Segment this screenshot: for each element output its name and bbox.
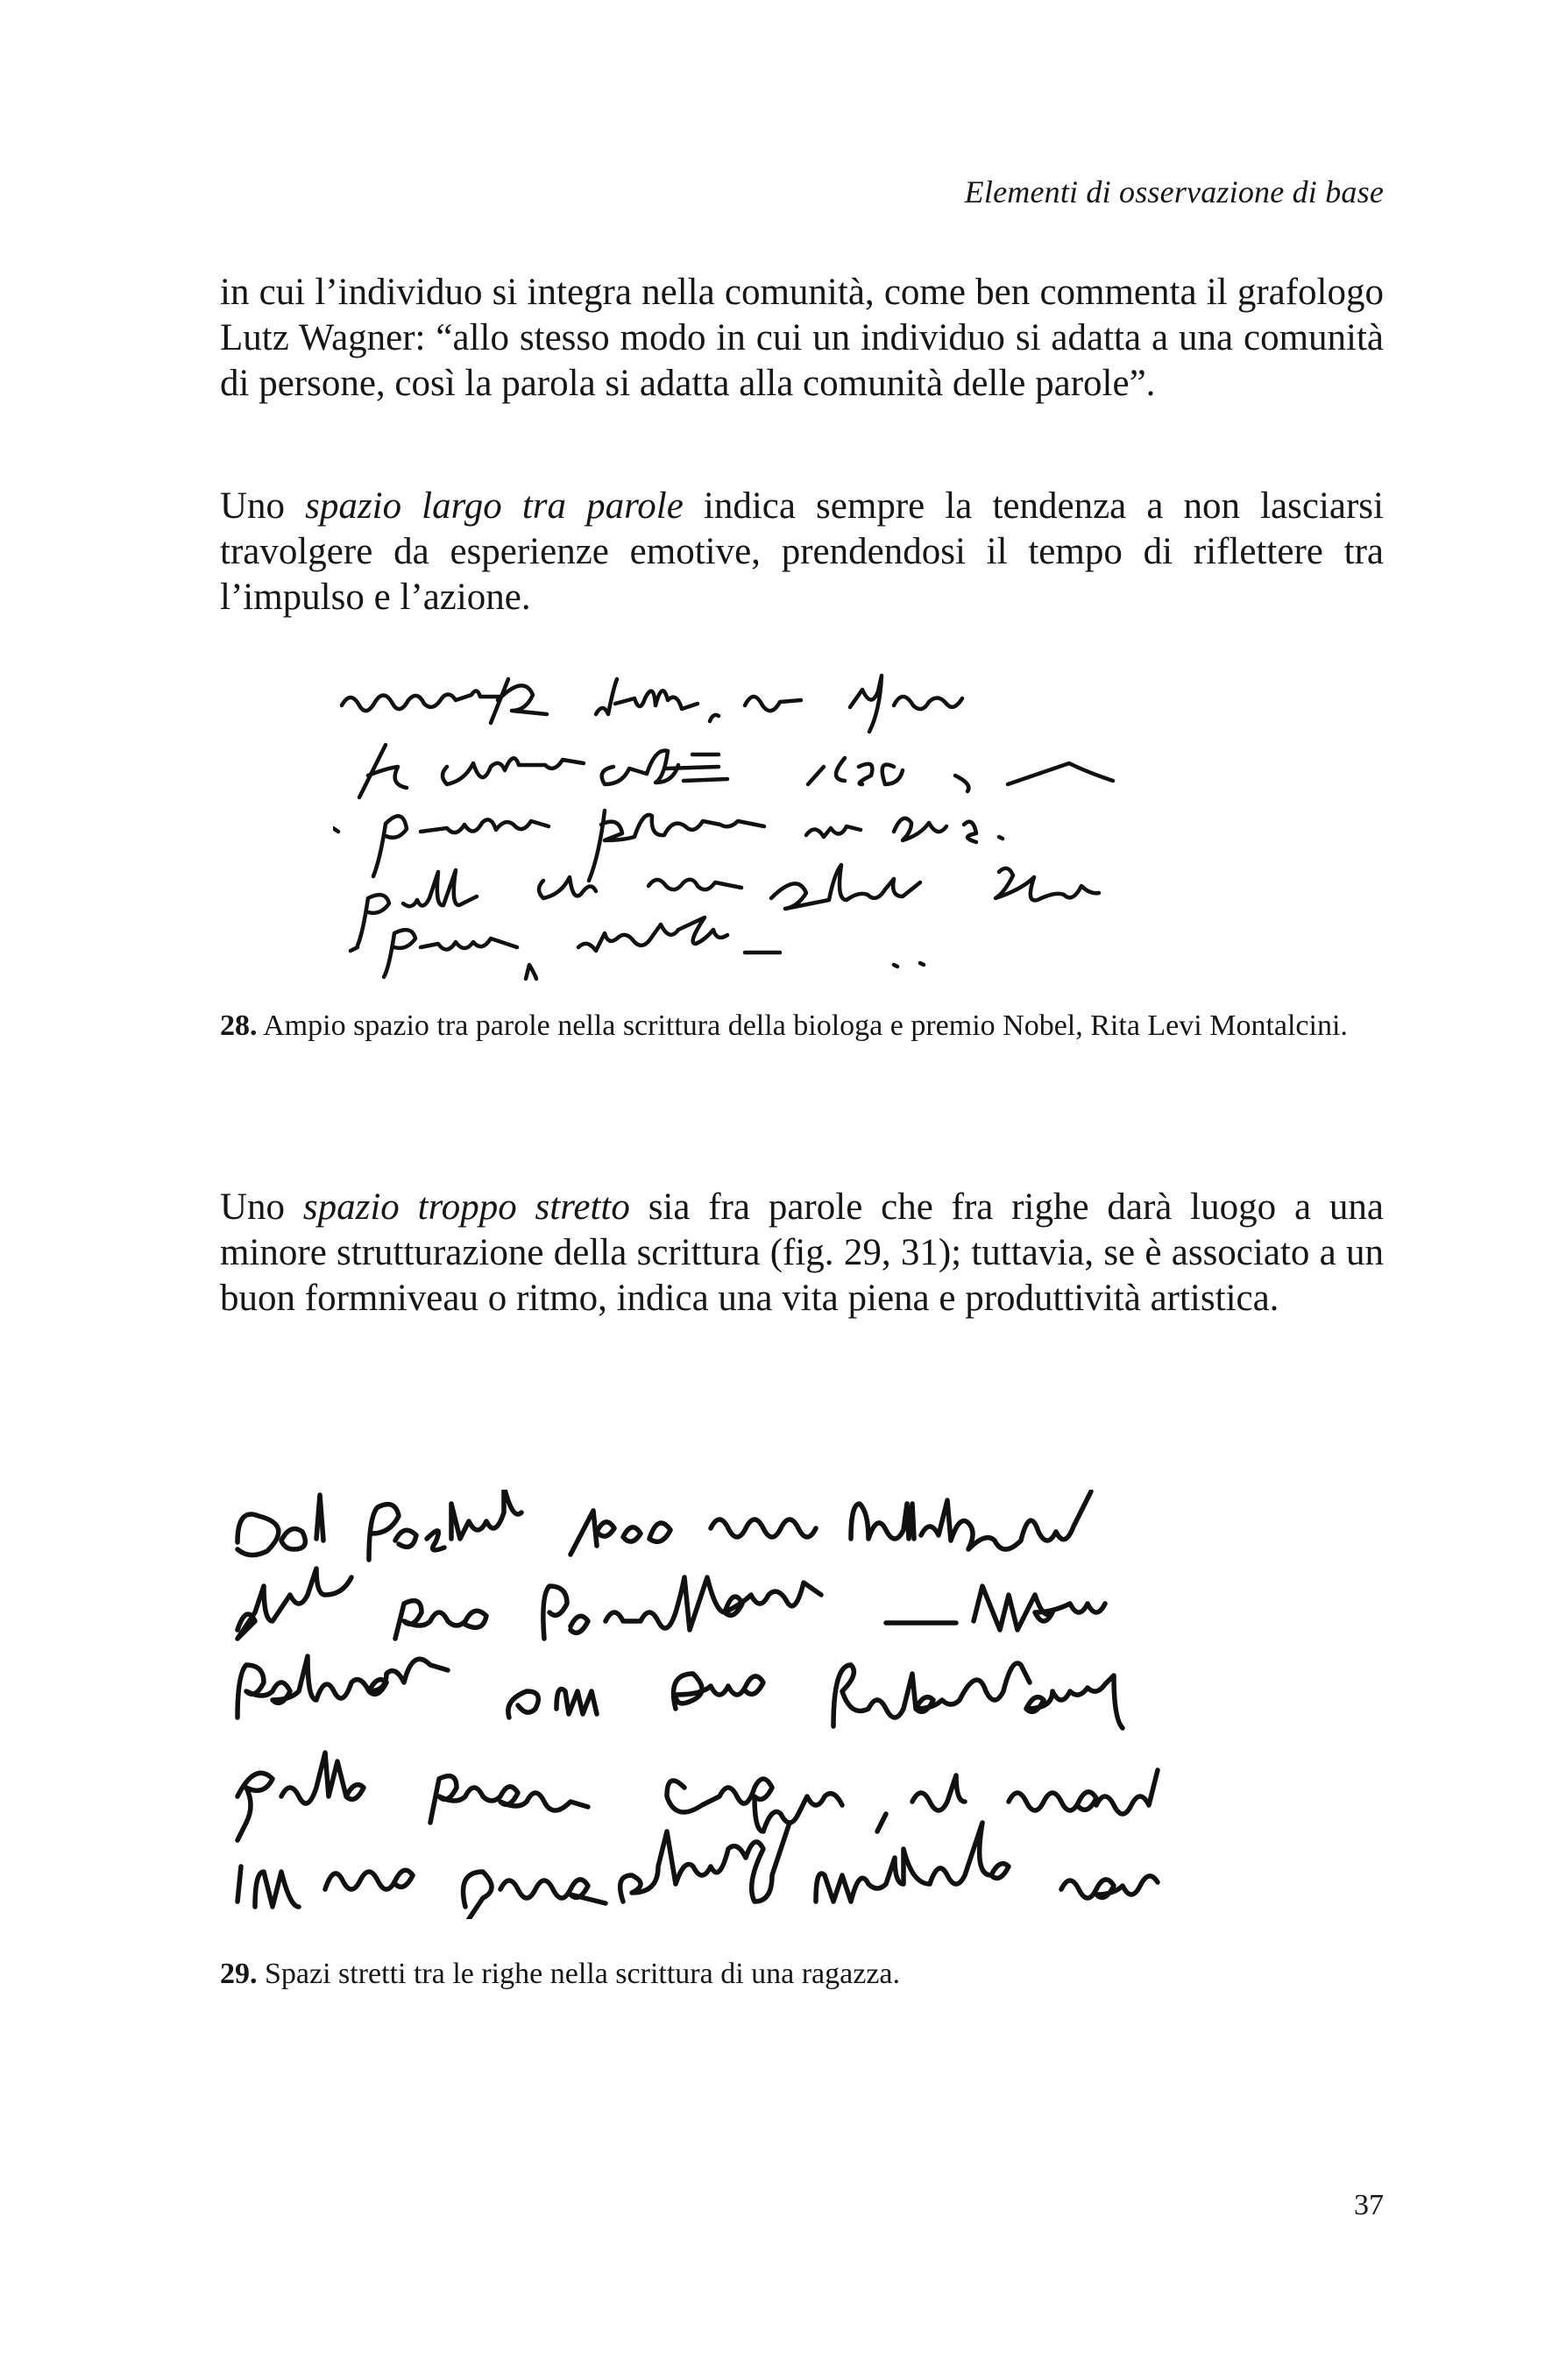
figure-29-caption [220, 1956, 1385, 1993]
figure-29-number: 29. [220, 1958, 258, 1990]
figure-28-number: 28. [220, 1009, 258, 1042]
running-head: Elementi di osservazione di base [964, 174, 1384, 209]
figure-28-caption [220, 1008, 1385, 1045]
emphasized-term: spazio troppo stretto [302, 1186, 630, 1228]
text-run: in cui l’individuo si integra nella comunità, come ben commenta il grafologo Lutz Wagner: “allo stesso modo in cui un individuo si adatta a una comunità di persone, così la parola si adatta alla comunità delle parole”. [220, 272, 1384, 404]
figure-28-text: Ampio spazio tra parole nella scrittura della biologa e premio Nobel, Rita Levi Montalcini. [257, 1009, 1348, 1042]
paragraph-2 [220, 484, 1384, 620]
handwriting-sample-narrow-spacing [220, 1490, 1385, 1919]
text-run: sia fra parole che fra righe darà luogo a una minore strutturazione della scrittura (fig. 29, 31); tuttavia, se è associato a un buon formniveau o ritmo, indica una vita piena e produttività artistica. [220, 1186, 1384, 1319]
text-run: Uno [220, 485, 306, 527]
paragraph-3 [220, 1185, 1384, 1321]
page-number: 37 [1354, 2189, 1384, 2221]
emphasized-term: spazio largo tra parole [305, 485, 684, 527]
figure-29-text: Spazi stretti tra le righe nella scrittura di una ragazza. [257, 1958, 901, 1990]
text-run: Uno [220, 1186, 303, 1228]
paragraph-1 [220, 270, 1384, 407]
text-run: indica sempre la tendenza a non lasciarsi travolgere da esperienze emotive, prendendosi il tempo di riflettere tra l’impulso e l’azione. [220, 485, 1384, 618]
handwriting-sample-wide-spacing [333, 670, 1306, 986]
